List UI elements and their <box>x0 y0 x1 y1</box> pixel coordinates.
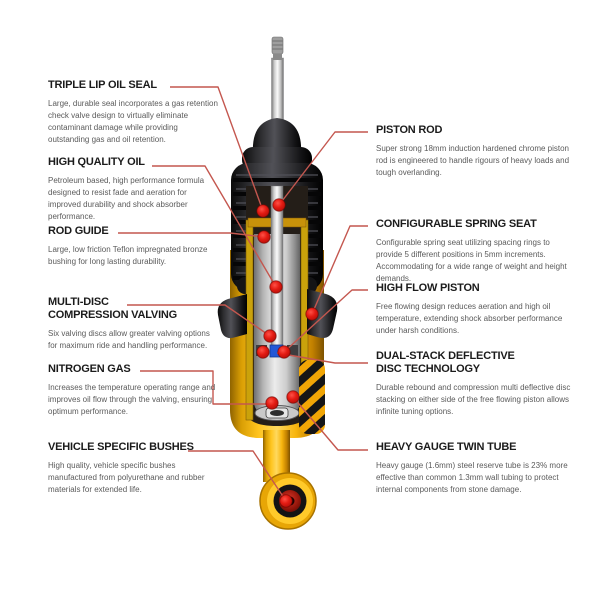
marker-dot-nitrogen <box>266 397 278 409</box>
label-desc: High quality, vehicle specific bushes manufactured from polyurethane and rubber materials for extended life. <box>48 461 205 494</box>
label-desc: Super strong 18mm induction hardened chrome piston rod is engineered to handle rigours of heavy loads and tough overlanding. <box>376 144 570 177</box>
label-title: HIGH FLOW PISTON <box>376 282 480 294</box>
marker-dot-oil-seal <box>257 205 269 217</box>
label-title: DUAL-STACK DEFLECTIVE DISC TECHNOLOGY <box>376 350 515 375</box>
label-vehicle-specific-bushes <box>48 441 220 496</box>
label-title: VEHICLE SPECIFIC BUSHES <box>48 441 194 453</box>
marker-dot-bush <box>280 495 292 507</box>
label-piston-rod <box>376 124 572 179</box>
label-desc: Large, low friction Teflon impregnated bronze bushing for long lasting durability. <box>48 245 208 266</box>
label-desc: Heavy gauge (1.6mm) steel reserve tube is 23% more effective than common 1.3mm wall tubing to protect internal components from stone damage. <box>376 461 568 494</box>
label-desc: Durable rebound and compression multi deflective disc stacking on either side of the free flowing piston allows infinite tuning options. <box>376 383 571 416</box>
label-title: PISTON ROD <box>376 124 443 136</box>
label-nitrogen-gas <box>48 363 220 418</box>
label-high-quality-oil <box>48 156 220 223</box>
label-desc: Petroleum based, high performance formula designed to resist fade and aeration for improved durability and shock absorber performance. <box>48 176 205 221</box>
spring-seat-left <box>218 294 247 338</box>
label-heavy-gauge-twin-tube <box>376 441 572 496</box>
label-title: HIGH QUALITY OIL <box>48 156 145 168</box>
label-rod-guide <box>48 225 220 268</box>
label-multi-disc-compression-valving <box>48 296 220 352</box>
label-desc: Increases the temperature operating range and improves oil flow through the valving, ensuring optimum performance. <box>48 383 216 416</box>
marker-dot-twin-tube <box>287 391 299 403</box>
label-dual-stack-deflective-disc <box>376 350 572 418</box>
label-high-flow-piston <box>376 282 572 337</box>
marker-dot-high-flow-piston <box>278 346 290 358</box>
marker-dot-disc-left <box>257 346 269 358</box>
label-desc: Free flowing design reduces aeration and high oil temperature, extending shock absorber performance under harsh conditions. <box>376 302 563 335</box>
label-title: NITROGEN GAS <box>48 363 131 375</box>
label-configurable-spring-seat <box>376 218 572 285</box>
marker-dot-multi-disc <box>264 330 276 342</box>
marker-dot-rod-guide <box>258 231 270 243</box>
label-desc: Large, durable seal incorporates a gas retention check valve design to virtually eliminate contaminant damage while providing outstanding gas and oil retention. <box>48 99 218 144</box>
label-desc: Six valving discs allow greater valving options for maximum ride and handling performance. <box>48 329 210 350</box>
hazard-stripe-decal <box>299 360 325 434</box>
marker-dot-piston-rod <box>273 199 285 211</box>
label-title: MULTI-DISC COMPRESSION VALVING <box>48 296 178 321</box>
label-title: TRIPLE LIP OIL SEAL <box>48 79 157 91</box>
label-triple-lip-oil-seal <box>48 79 220 146</box>
marker-dot-oil <box>270 281 282 293</box>
label-desc: Configurable spring seat utilizing spacing rings to provide 5 different positions in 5mm increments. Accommodating for a wide range of weight and height demands. <box>376 238 567 283</box>
marker-dot-spring-seat <box>306 308 318 320</box>
label-title: CONFIGURABLE SPRING SEAT <box>376 218 537 230</box>
cutaway-interior <box>246 186 308 426</box>
label-title: ROD GUIDE <box>48 225 109 237</box>
label-title: HEAVY GAUGE TWIN TUBE <box>376 441 517 453</box>
